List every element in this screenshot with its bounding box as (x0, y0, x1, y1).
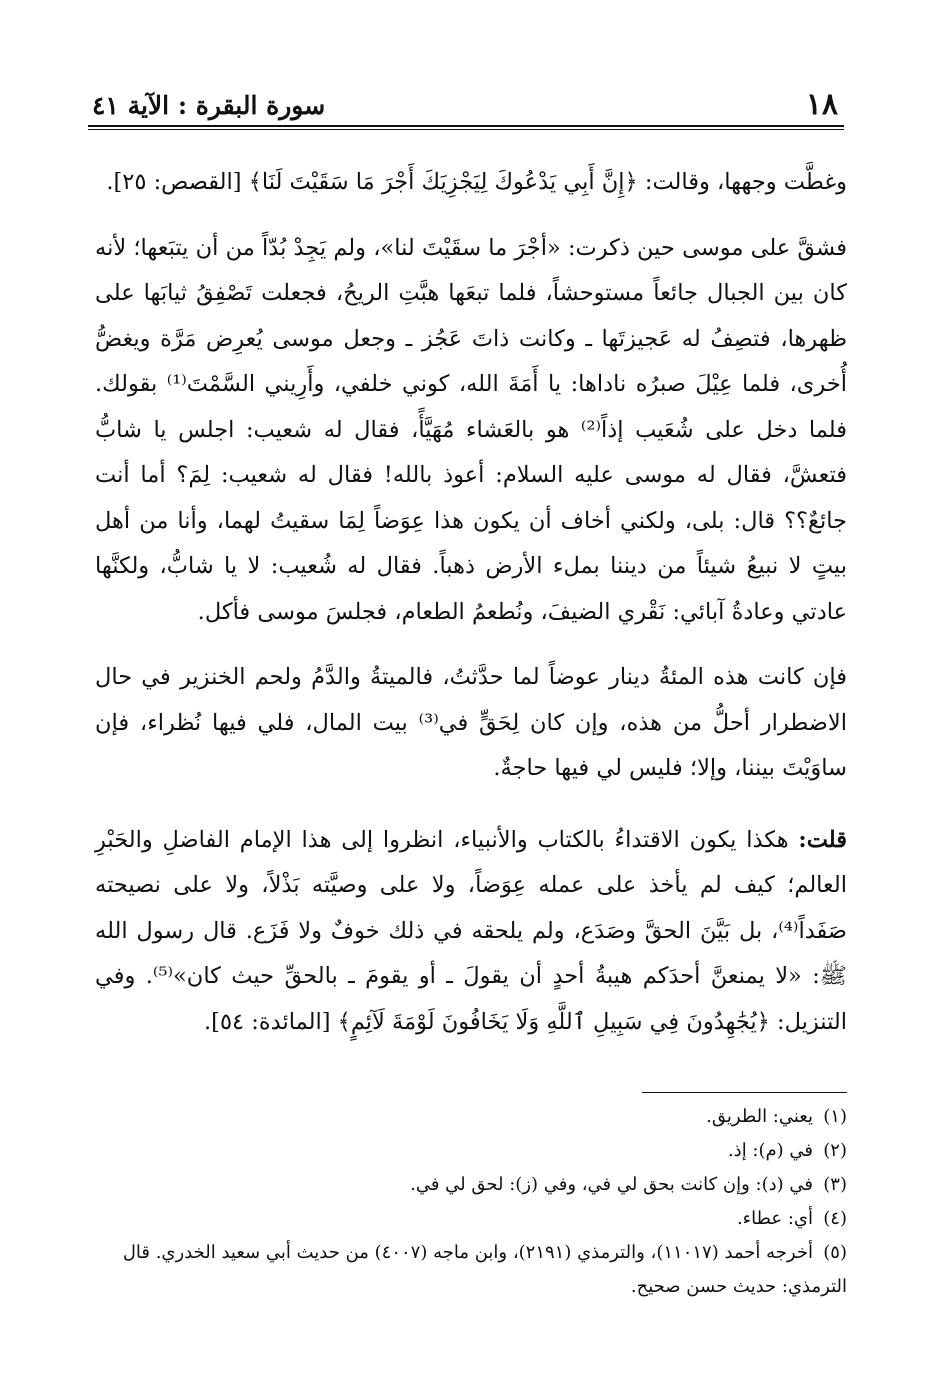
footnote-number: (٤) (823, 1208, 847, 1229)
footnote-text: في (د): وإن كانت بحق لي في، وفي (ز): لحق لي في. (410, 1174, 813, 1195)
page-number: ١٨ (805, 87, 838, 122)
footnote-separator (642, 1092, 847, 1093)
header-rule-thin (88, 129, 844, 130)
footnote-number: (٣) (823, 1174, 847, 1195)
footnote-number: (٥) (823, 1242, 847, 1263)
footnotes (95, 1100, 847, 1304)
main-text (95, 160, 847, 1045)
header-rule (88, 125, 844, 127)
footnote-number: (١) (823, 1106, 847, 1127)
qult-lead: قلت: (798, 826, 848, 853)
footnote-number: (٢) (823, 1140, 847, 1161)
footnote (95, 1134, 847, 1168)
running-title: سورة البقرة : الآية ٤١ (92, 91, 326, 120)
footnote (95, 1168, 847, 1202)
footnote (95, 1236, 847, 1304)
paragraph-qult (95, 818, 847, 1046)
page-header (88, 80, 844, 126)
paragraph: وغطَّت وجهها، وقالت: ﴿إِنَّ أَبِي يَدْعُوكَ لِيَجْزِيَكَ أَجْرَ مَا سَقَيْتَ لَنَا﴾ [القصص: ٢٥]. (106, 169, 847, 195)
footnote (95, 1202, 847, 1236)
footnote-text: يعني: الطريق. (706, 1106, 813, 1127)
footnote-text: أخرجه أحمد (١١٠١٧)، والترمذي (٢١٩١)، وابن ماجه (٤٠٠٧) من حديث أبي سعيد الخدري. قال الترمذي: حديث حسن صحيح. (122, 1242, 847, 1297)
paragraph: فشقَّ على موسى حين ذكرت: «أجْرَ ما سقَيْتَ لنا»، ولم يَجِدْ بُدّاً من أن يتبَعها؛ لأنه كان بين الجبال جائعاً مستوحشاً، فلما تبعَها هبَّتِ الريحُ، فجعلت تَصْفِقُ ثيابَها على ظهرها، فتصِفُ له عَجيزتَها ـ وكانت ذاتَ عَجُز ـ وجعل موسى يُعرِض مَرَّة ويغضُّ أُخرى، فلما عِيْلَ صبرُه ناداها: يا أَمَةَ الله، كوني خلفي، وأَرِيني السَّمْتَ⁽¹⁾ بقولك. فلما دخل على شُعَيب إذاً⁽²⁾ هو بالعَشاء مُهَيَّأً، فقال له شعيب: اجلس يا شابُّ فتعشَّ، فقال له موسى عليه السلام: أعوذ بالله! فقال له شعيب: لِمَ؟ أما أنت جائعٌ؟؟ قال: بلى، ولكني أخاف أن يكون هذا عِوَضاً لِمَا سقيتُ لهما، وأنا من أهل بيتٍ لا نبيعُ شيئاً من ديننا بملء الأرض ذهباً. فقال له شُعيب: لا يا شابُّ، ولكنَّها عادتي وعادةُ آبائي: نَقْري الضيفَ، ونُطعمُ الطعام، فجلسَ موسى فأكل. (95, 234, 847, 625)
footnote-text: أي: عطاء. (736, 1208, 813, 1229)
paragraph: فإن كانت هذه المئةُ دينار عوضاً لما حدَّثتُ، فالميتةُ والدَّمُ ولحم الخنزير في حال الاضطرار أحلُّ من هذه، وإن كان لِحَقٍّ في⁽³⁾ بيت المال، فلي فيها نُظراء، فإن ساوَيْتَ بيننا، وإلا؛ فليس لي فيها حاجةٌ. (95, 664, 847, 781)
qult-text: هكذا يكون الاقتداءُ بالكتاب والأنبياء، انظروا إلى هذا الإمام الفاضلِ والحَبْرِ العالم؛ كيف لم يأخذ على عمله عِوَضاً، ولا على وصيَّته بَذْلاً، ولا على نصيحته صَفَداً⁽⁴⁾، بل بَيَّنَ الحقَّ وصَدَع، ولم يلحقه في ذلك خوفٌ ولا فَزَع. قال رسول الله ﷺ: «لا يمنعنَّ أحدَكم هيبةُ أحدٍ أن يقولَ ـ أو يقومَ ـ بالحقِّ حيث كان»⁽⁵⁾. وفي التنزيل: ﴿يُجَٰهِدُونَ فِي سَبِيلِ ٱللَّهِ وَلَا يَخَافُونَ لَوْمَةَ لَآئِمٍ﴾ [المائدة: ٥٤]. (95, 826, 847, 1035)
footnote (95, 1100, 847, 1134)
footnote-text: في (م): إذ. (727, 1140, 813, 1161)
